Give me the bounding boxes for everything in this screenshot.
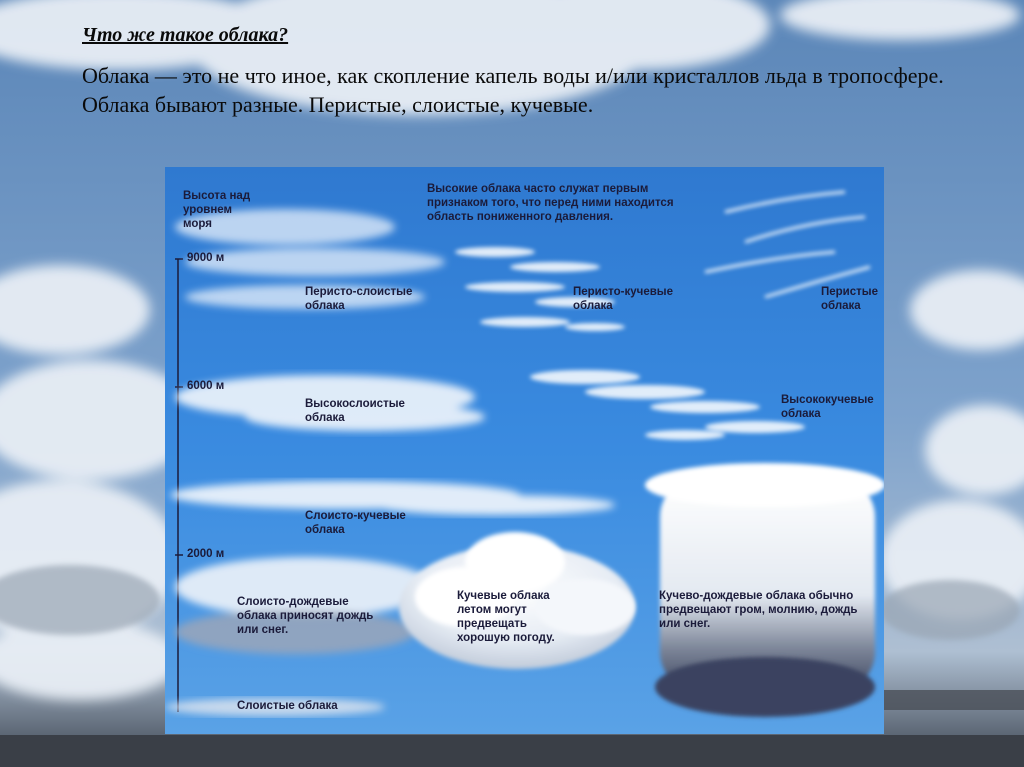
cumulonimbus-label: Кучево-дождевые облака обычно предвещают гром, молнию, дождь или снег. bbox=[659, 590, 858, 630]
cumulus-label: Кучевые облака летом могут предвещать хорошую погоду. bbox=[457, 590, 555, 644]
definition-paragraph: Облака — это не что иное, как скопление капель воды и/или кристаллов льда в тропосфере. bbox=[82, 63, 944, 88]
altitude-6000-label: 6000 м bbox=[187, 380, 225, 392]
altocumulus-label: Высококучевые облака bbox=[781, 394, 874, 420]
cirrocumulus-label: Перисто-кучевые облака bbox=[573, 286, 673, 312]
altitude-caption: Высота над уровнем моря bbox=[183, 190, 251, 230]
altitude-2000-label: 2000 м bbox=[187, 548, 225, 560]
stratus-label: Слоистые облака bbox=[237, 700, 338, 712]
altostratus-label: Высокослоистые облака bbox=[305, 398, 405, 424]
cirrus-label: Перистые облака bbox=[821, 286, 879, 312]
types-paragraph: Облака бывают разные. Перистые, слоистые, кучевые. bbox=[82, 92, 594, 117]
cirrostratus-label: Перисто-слоистые облака bbox=[305, 286, 413, 312]
diagram-artwork bbox=[165, 167, 884, 734]
nimbostratus-label: Слоисто-дождевые облака приносят дождь или снег. bbox=[237, 596, 374, 636]
slide-text bbox=[82, 24, 982, 119]
altitude-9000-label: 9000 м bbox=[187, 252, 225, 264]
high-clouds-note: Высокие облака часто служат первым признаком того, что перед ними находится область пониженного давления. bbox=[427, 183, 674, 223]
stratocumulus-label: Слоисто-кучевые облака bbox=[305, 510, 406, 536]
slide-heading: Что же такое облака? bbox=[82, 24, 289, 46]
cloud-types-diagram bbox=[165, 167, 884, 734]
